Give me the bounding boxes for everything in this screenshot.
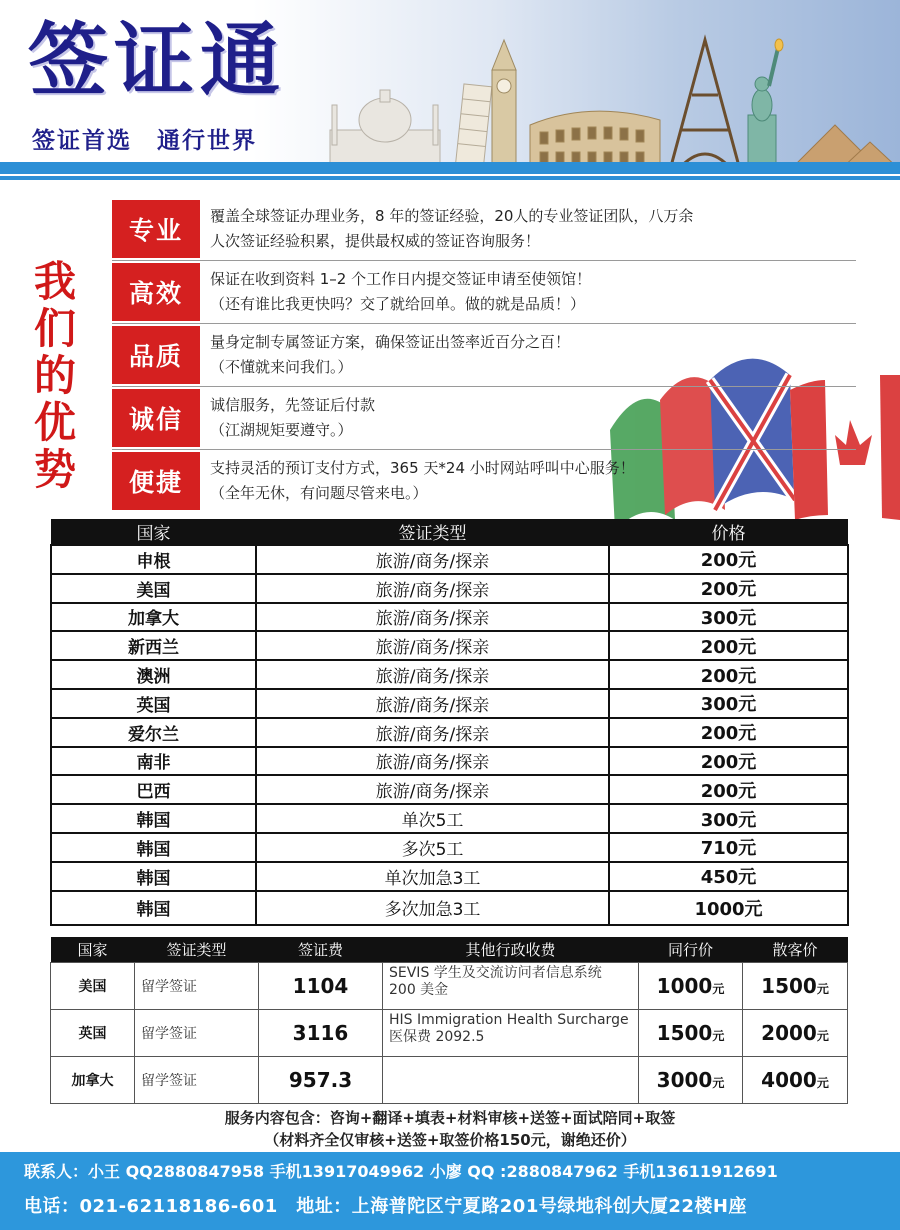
table-row [51, 603, 848, 632]
eiffel-tower-icon [670, 40, 740, 170]
advantage-item-efficient [112, 261, 856, 324]
table-row [51, 631, 848, 660]
advantage-tag: 便捷 [112, 452, 200, 510]
header-divider [0, 162, 900, 174]
advantages-title: 我 们 的 优 势 [33, 257, 76, 494]
cell-visa-type: 留学签证 [135, 962, 259, 1009]
cell-visa-fee: 3116 [259, 1009, 383, 1056]
table-row [51, 545, 848, 574]
cell-other-fees: HIS Immigration Health Surcharge 医保费 2092.5 [383, 1009, 639, 1056]
price-value: 1000 [656, 973, 713, 998]
column-header-retail-price: 散客价 [743, 937, 848, 962]
advantages-list [112, 198, 856, 513]
table-row [51, 747, 848, 776]
cell-visa-type: 旅游/商务/探亲 [256, 718, 609, 747]
brand-logo-text: 签证通 [28, 13, 286, 107]
advantage-tag: 诚信 [112, 389, 200, 447]
cell-visa-type: 多次加急3工 [256, 891, 609, 925]
landmarks-illustration [320, 20, 900, 170]
cell-trade-price [639, 1056, 743, 1103]
advantage-text: 支持灵活的预订支付方式，365 天*24 小时网站呼叫中心服务！ （全年无休，有问题尽管来电。） [210, 459, 635, 502]
cell-price: 200元 [609, 718, 848, 747]
cell-country: 澳洲 [51, 660, 256, 689]
cell-country: 韩国 [51, 891, 256, 925]
cell-other-fees: SEVIS 学生及交流访问者信息系统 200 美金 [383, 962, 639, 1009]
cell-price: 450元 [609, 862, 848, 891]
advantage-item-professional [112, 198, 856, 261]
advantage-item-quality [112, 324, 856, 387]
cell-country: 韩国 [51, 804, 256, 833]
cell-country: 爱尔兰 [51, 718, 256, 747]
cell-country: 韩国 [51, 862, 256, 891]
table-row [51, 833, 848, 862]
column-header-type: 签证类型 [135, 937, 259, 962]
cell-country: 申根 [51, 545, 256, 574]
price-unit: 元 [712, 1075, 725, 1090]
cell-visa-type: 旅游/商务/探亲 [256, 747, 609, 776]
cell-price: 300元 [609, 689, 848, 718]
table-row [51, 1056, 848, 1103]
table-row [51, 718, 848, 747]
column-header-country: 国家 [51, 519, 256, 545]
price-unit: 元 [712, 1028, 725, 1043]
price-value: 2000 [761, 1020, 817, 1045]
column-header-price: 价格 [609, 519, 848, 545]
cell-price: 200元 [609, 747, 848, 776]
cell-visa-type: 旅游/商务/探亲 [256, 574, 609, 603]
advantage-text: 保证在收到资料 1–2 个工作日内提交签证申请至使领馆！ （还有谁比我更快吗？交了就给回单。做的就是品质！） [210, 270, 592, 313]
cell-visa-type: 旅游/商务/探亲 [256, 603, 609, 632]
header-banner [0, 0, 900, 170]
statue-of-liberty-icon [748, 39, 783, 170]
pisa-tower-icon [455, 84, 492, 170]
price-unit: 元 [816, 1075, 829, 1090]
cell-price: 200元 [609, 574, 848, 603]
cell-price: 300元 [609, 804, 848, 833]
table-header-row [51, 519, 848, 545]
cell-visa-type: 单次加急3工 [256, 862, 609, 891]
contact-footer [0, 1152, 900, 1230]
advantage-text: 量身定制专属签证方案，确保签证出签率近百分之百！ （不懂就来问我们。） [210, 333, 571, 376]
header-divider-thin [0, 176, 900, 180]
cell-country: 英国 [51, 689, 256, 718]
cell-visa-type: 旅游/商务/探亲 [256, 631, 609, 660]
cell-country: 南非 [51, 747, 256, 776]
study-visa-table [50, 937, 848, 1104]
cell-visa-type: 旅游/商务/探亲 [256, 545, 609, 574]
cell-visa-type: 留学签证 [135, 1009, 259, 1056]
cell-price: 200元 [609, 545, 848, 574]
price-unit: 元 [816, 981, 829, 996]
cell-price: 1000元 [609, 891, 848, 925]
table-row [51, 1009, 848, 1056]
price-unit: 元 [712, 981, 725, 996]
cell-country: 美国 [51, 574, 256, 603]
table-row [51, 660, 848, 689]
cell-country: 巴西 [51, 775, 256, 804]
cell-country: 英国 [51, 1009, 135, 1056]
cell-country: 美国 [51, 962, 135, 1009]
advantage-tag: 高效 [112, 263, 200, 321]
advantage-item-convenient [112, 450, 856, 513]
price-unit: 元 [816, 1028, 829, 1043]
table-row [51, 862, 848, 891]
cell-country: 新西兰 [51, 631, 256, 660]
visa-price-table [50, 519, 849, 926]
column-header-other-fees: 其他行政收费 [383, 937, 639, 962]
cell-other-fees [383, 1056, 639, 1103]
table-row [51, 775, 848, 804]
price-value: 1500 [761, 973, 817, 998]
big-ben-icon [492, 40, 516, 170]
table-header-row [51, 937, 848, 962]
table-row [51, 689, 848, 718]
advantage-text: 诚信服务，先签证后付款 （江湖规矩要遵守。） [210, 396, 376, 439]
cell-retail-price [743, 962, 848, 1009]
table-row [51, 891, 848, 925]
cell-price: 200元 [609, 775, 848, 804]
table-row [51, 962, 848, 1009]
cell-visa-type: 多次5工 [256, 833, 609, 862]
address-info: 电话：021-62118186-601 地址：上海普陀区宁夏路201号绿地科创大厦22楼H座 [24, 1196, 747, 1217]
cell-trade-price [639, 1009, 743, 1056]
slogan: 签证首选 通行世界 [32, 128, 257, 154]
services-included: 服务内容包含：咨询+翻译+填表+材料审核+送签+面试陪同+取签 [224, 1109, 676, 1127]
advantage-tag: 品质 [112, 326, 200, 384]
column-header-visa-fee: 签证费 [259, 937, 383, 962]
cell-visa-type: 旅游/商务/探亲 [256, 689, 609, 718]
services-note: （材料齐全仅审核+送签+取签价格150元，谢绝还价） [264, 1131, 636, 1149]
advantage-tag: 专业 [112, 200, 200, 258]
cell-visa-type: 留学签证 [135, 1056, 259, 1103]
column-header-type: 签证类型 [256, 519, 609, 545]
table-row [51, 804, 848, 833]
cell-country: 加拿大 [51, 1056, 135, 1103]
taj-mahal-icon [330, 90, 440, 170]
cell-trade-price [639, 962, 743, 1009]
advantage-item-integrity [112, 387, 856, 450]
cell-visa-type: 旅游/商务/探亲 [256, 660, 609, 689]
cell-retail-price [743, 1009, 848, 1056]
cell-price: 200元 [609, 660, 848, 689]
cell-country: 加拿大 [51, 603, 256, 632]
advantage-text: 覆盖全球签证办理业务，8 年的签证经验，20人的专业签证团队，八万余 人次签证经验积累，提供最权威的签证咨询服务！ [210, 207, 694, 250]
cell-country: 韩国 [51, 833, 256, 862]
cell-visa-type: 单次5工 [256, 804, 609, 833]
cell-visa-type: 旅游/商务/探亲 [256, 775, 609, 804]
cell-visa-fee: 1104 [259, 962, 383, 1009]
price-value: 1500 [656, 1020, 713, 1045]
price-value: 4000 [761, 1067, 817, 1092]
table-row [51, 574, 848, 603]
column-header-trade-price: 同行价 [639, 937, 743, 962]
cell-retail-price [743, 1056, 848, 1103]
cell-visa-fee: 957.3 [259, 1056, 383, 1103]
price-value: 3000 [656, 1067, 713, 1092]
cell-price: 300元 [609, 603, 848, 632]
column-header-country: 国家 [51, 937, 135, 962]
cell-price: 200元 [609, 631, 848, 660]
contact-info: 联系人：小王 QQ2880847958 手机13917049962 小廖 QQ :2880847962 手机13611912691 [24, 1162, 778, 1181]
cell-price: 710元 [609, 833, 848, 862]
